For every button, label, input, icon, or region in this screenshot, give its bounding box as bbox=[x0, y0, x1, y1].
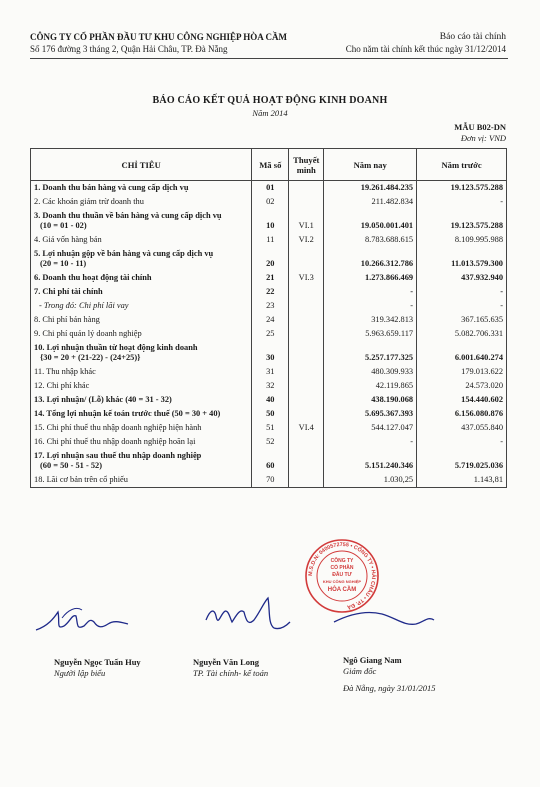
row-code: 01 bbox=[252, 181, 289, 196]
row-item-label: 15. Chi phí thuế thu nhập doanh nghiệp hiện hành bbox=[34, 423, 202, 432]
table-row bbox=[31, 393, 507, 407]
row-prior-year: 5.719.025.036 bbox=[417, 449, 507, 473]
table-row bbox=[31, 195, 507, 209]
company-address: Số 176 đường 3 tháng 2, Quận Hải Châu, TP. Đà Nẵng bbox=[30, 44, 228, 54]
row-code: 23 bbox=[252, 299, 289, 313]
header-rule bbox=[30, 58, 508, 59]
stamp-line-1: CÔNG TY bbox=[330, 558, 354, 564]
accountant-block bbox=[193, 657, 268, 679]
row-code: 22 bbox=[252, 285, 289, 299]
row-current-year: 1.273.866.469 bbox=[324, 271, 417, 285]
row-prior-year: 8.109.995.988 bbox=[417, 233, 507, 247]
col-header-item: CHỈ TIÊU bbox=[31, 149, 252, 181]
row-code: 51 bbox=[252, 421, 289, 435]
row-prior-year: 5.082.706.331 bbox=[417, 327, 507, 341]
company-stamp bbox=[304, 538, 380, 614]
row-code: 30 bbox=[252, 341, 289, 365]
row-code: 31 bbox=[252, 365, 289, 379]
row-note bbox=[289, 435, 324, 449]
row-item-label: 8. Chi phí bán hàng bbox=[34, 315, 100, 324]
row-prior-year: 437.932.940 bbox=[417, 271, 507, 285]
row-note bbox=[289, 379, 324, 393]
row-item bbox=[31, 473, 252, 488]
row-code: 52 bbox=[252, 435, 289, 449]
row-note: VI.2 bbox=[289, 233, 324, 247]
col-header-code: Mã số bbox=[252, 149, 289, 181]
row-item bbox=[31, 181, 252, 196]
row-prior-year: 437.055.840 bbox=[417, 421, 507, 435]
row-item-label: 1. Doanh thu bán hàng và cung cấp dịch vụ bbox=[34, 183, 189, 192]
report-period: Cho năm tài chính kết thúc ngày 31/12/2014 bbox=[345, 44, 506, 54]
row-item-formula: (60 = 50 - 51 - 52) bbox=[40, 461, 102, 470]
row-prior-year: 179.013.622 bbox=[417, 365, 507, 379]
preparer-signature bbox=[28, 600, 138, 640]
row-prior-year: 19.123.575.288 bbox=[417, 209, 507, 233]
row-code: 02 bbox=[252, 195, 289, 209]
row-current-year: 1.030,25 bbox=[324, 473, 417, 488]
table-row bbox=[31, 365, 507, 379]
row-item-label: 12. Chi phí khác bbox=[34, 381, 90, 390]
row-prior-year: 1.143,81 bbox=[417, 473, 507, 488]
row-prior-year: 24.573.020 bbox=[417, 379, 507, 393]
row-prior-year: 6.001.640.274 bbox=[417, 341, 507, 365]
row-item-formula: {30 = 20 + (21-22) - (24+25)} bbox=[40, 353, 141, 362]
row-current-year: - bbox=[324, 435, 417, 449]
row-note bbox=[289, 473, 324, 488]
report-year: Năm 2014 bbox=[252, 108, 288, 118]
stamp-line-5: HÒA CẦM bbox=[327, 587, 357, 593]
row-prior-year: 11.013.579.300 bbox=[417, 247, 507, 271]
form-code: MẪU B02-DN bbox=[454, 122, 506, 132]
director-role: Giám đốc bbox=[343, 666, 377, 676]
row-item bbox=[31, 407, 252, 421]
report-title: BÁO CÁO KẾT QUẢ HOẠT ĐỘNG KINH DOANH bbox=[152, 95, 388, 106]
form-info bbox=[454, 122, 506, 144]
table-row bbox=[31, 181, 507, 196]
preparer-block bbox=[54, 657, 141, 679]
row-code: 50 bbox=[252, 407, 289, 421]
row-item bbox=[31, 195, 252, 209]
report-type: Báo cáo tài chính bbox=[439, 32, 506, 42]
table-header-row bbox=[31, 149, 507, 181]
accountant-name: Nguyễn Văn Long bbox=[193, 657, 259, 667]
stamp-line-2: CỔ PHẦN bbox=[330, 565, 354, 571]
company-title: CÔNG TY CỔ PHẦN ĐẦU TƯ KHU CÔNG NGHIỆP HÒA CẦM bbox=[30, 32, 288, 42]
table-row bbox=[31, 233, 507, 247]
row-item bbox=[31, 233, 252, 247]
row-current-year: 438.190.068 bbox=[324, 393, 417, 407]
row-note bbox=[289, 365, 324, 379]
row-item-label: - Trong đó: Chi phí lãi vay bbox=[39, 301, 129, 310]
row-code: 40 bbox=[252, 393, 289, 407]
table-row bbox=[31, 341, 507, 365]
currency-unit: Đơn vị: VND bbox=[460, 133, 506, 143]
row-item-label: 13. Lợi nhuận/ (Lỗ) khác (40 = 31 - 32) bbox=[34, 395, 172, 404]
row-prior-year: 154.440.602 bbox=[417, 393, 507, 407]
row-note bbox=[289, 407, 324, 421]
row-note: VI.3 bbox=[289, 271, 324, 285]
row-note bbox=[289, 247, 324, 271]
row-note: VI.1 bbox=[289, 209, 324, 233]
row-note bbox=[289, 299, 324, 313]
row-code: 21 bbox=[252, 271, 289, 285]
stamp-line-4: KHU CÔNG NGHIỆP bbox=[322, 579, 362, 584]
row-item bbox=[31, 435, 252, 449]
row-prior-year: - bbox=[417, 285, 507, 299]
row-item bbox=[31, 313, 252, 327]
row-item-label: 10. Lợi nhuận thuần từ hoạt động kinh doanh bbox=[34, 343, 198, 352]
table-row bbox=[31, 271, 507, 285]
accountant-signature bbox=[200, 592, 295, 640]
table-row bbox=[31, 209, 507, 233]
row-item-label: 16. Chi phí thuế thu nhập doanh nghiệp hoãn lại bbox=[34, 437, 196, 446]
row-code: 10 bbox=[252, 209, 289, 233]
table-row bbox=[31, 435, 507, 449]
table-row bbox=[31, 421, 507, 435]
row-current-year: 5.257.177.325 bbox=[324, 341, 417, 365]
preparer-name: Nguyễn Ngọc Tuấn Huy bbox=[54, 657, 141, 667]
row-item bbox=[31, 299, 252, 313]
row-prior-year: 367.165.635 bbox=[417, 313, 507, 327]
table-row bbox=[31, 407, 507, 421]
table-row bbox=[31, 247, 507, 271]
row-prior-year: - bbox=[417, 435, 507, 449]
row-current-year: 480.309.933 bbox=[324, 365, 417, 379]
table-row bbox=[31, 449, 507, 473]
director-block bbox=[343, 655, 436, 694]
row-prior-year: - bbox=[417, 195, 507, 209]
sign-date: Đà Nẵng, ngày 31/01/2015 bbox=[343, 683, 436, 693]
row-item bbox=[31, 421, 252, 435]
row-item-label: 7. Chi phí tài chính bbox=[34, 287, 103, 296]
row-current-year: 19.050.001.401 bbox=[324, 209, 417, 233]
company-name bbox=[30, 31, 287, 55]
row-item bbox=[31, 449, 252, 473]
row-code: 24 bbox=[252, 313, 289, 327]
row-item-formula: (10 = 01 - 02) bbox=[40, 221, 87, 230]
row-current-year: - bbox=[324, 285, 417, 299]
col-header-current: Năm nay bbox=[324, 149, 417, 181]
row-item-label: 14. Tổng lợi nhuận kế toán trước thuế (50 = 30 + 40) bbox=[34, 409, 221, 418]
stamp-ring-text: M.S.D.N: 0400572755 • CÔNG TY • HẢI CHÂU • TP. ĐÀ bbox=[307, 541, 377, 610]
row-code: 70 bbox=[252, 473, 289, 488]
row-current-year: 5.151.240.346 bbox=[324, 449, 417, 473]
row-note bbox=[289, 449, 324, 473]
row-item-label: 11. Thu nhập khác bbox=[34, 367, 96, 376]
table-row bbox=[31, 313, 507, 327]
col-header-prior: Năm trước bbox=[417, 149, 507, 181]
row-current-year: 42.119.865 bbox=[324, 379, 417, 393]
row-note bbox=[289, 341, 324, 365]
row-item-label: 6. Doanh thu hoạt động tài chính bbox=[34, 273, 152, 282]
row-current-year: - bbox=[324, 299, 417, 313]
row-code: 25 bbox=[252, 327, 289, 341]
row-current-year: 10.266.312.786 bbox=[324, 247, 417, 271]
row-item bbox=[31, 271, 252, 285]
stamp-line-3: ĐẦU TƯ bbox=[332, 572, 352, 578]
row-current-year: 19.261.484.235 bbox=[324, 181, 417, 196]
row-item bbox=[31, 341, 252, 365]
accountant-role: TP. Tài chính- kế toán bbox=[193, 668, 269, 678]
row-code: 60 bbox=[252, 449, 289, 473]
row-prior-year: - bbox=[417, 299, 507, 313]
row-current-year: 319.342.813 bbox=[324, 313, 417, 327]
preparer-role: Người lập biểu bbox=[54, 668, 106, 678]
director-name: Ngô Giang Nam bbox=[343, 655, 402, 665]
row-note bbox=[289, 181, 324, 196]
row-code: 20 bbox=[252, 247, 289, 271]
table-row bbox=[31, 473, 507, 488]
row-note bbox=[289, 393, 324, 407]
row-note: VI.4 bbox=[289, 421, 324, 435]
row-item bbox=[31, 327, 252, 341]
row-item-label: 4. Giá vốn hàng bán bbox=[34, 235, 102, 244]
report-header-right bbox=[346, 31, 506, 55]
row-item-formula: (20 = 10 - 11) bbox=[40, 259, 87, 268]
row-code: 11 bbox=[252, 233, 289, 247]
row-item-label: 2. Các khoản giảm trừ doanh thu bbox=[34, 197, 144, 206]
row-note bbox=[289, 285, 324, 299]
col-header-note: Thuyết minh bbox=[289, 149, 324, 181]
table-row bbox=[31, 299, 507, 313]
income-statement-table bbox=[30, 148, 507, 488]
row-item bbox=[31, 209, 252, 233]
row-note bbox=[289, 313, 324, 327]
table-row bbox=[31, 285, 507, 299]
row-current-year: 5.963.659.117 bbox=[324, 327, 417, 341]
row-item bbox=[31, 285, 252, 299]
table-row bbox=[31, 379, 507, 393]
row-current-year: 8.783.688.615 bbox=[324, 233, 417, 247]
row-code: 32 bbox=[252, 379, 289, 393]
row-item bbox=[31, 393, 252, 407]
row-item bbox=[31, 247, 252, 271]
row-current-year: 211.482.834 bbox=[324, 195, 417, 209]
row-note bbox=[289, 195, 324, 209]
row-current-year: 544.127.047 bbox=[324, 421, 417, 435]
row-prior-year: 19.123.575.288 bbox=[417, 181, 507, 196]
row-item bbox=[31, 365, 252, 379]
row-note bbox=[289, 327, 324, 341]
row-item-label: 5. Lợi nhuận gộp về bán hàng và cung cấp dịch vụ bbox=[34, 249, 214, 258]
row-current-year: 5.695.367.393 bbox=[324, 407, 417, 421]
row-item-label: 18. Lãi cơ bản trên cổ phiếu bbox=[34, 475, 128, 484]
row-item-label: 17. Lợi nhuận sau thuế thu nhập doanh nghiệp bbox=[34, 451, 202, 460]
table-row bbox=[31, 327, 507, 341]
row-item-label: 3. Doanh thu thuần về bán hàng và cung cấp dịch vụ bbox=[34, 211, 222, 220]
row-item-label: 9. Chi phí quản lý doanh nghiệp bbox=[34, 329, 142, 338]
row-item bbox=[31, 379, 252, 393]
row-prior-year: 6.156.080.876 bbox=[417, 407, 507, 421]
